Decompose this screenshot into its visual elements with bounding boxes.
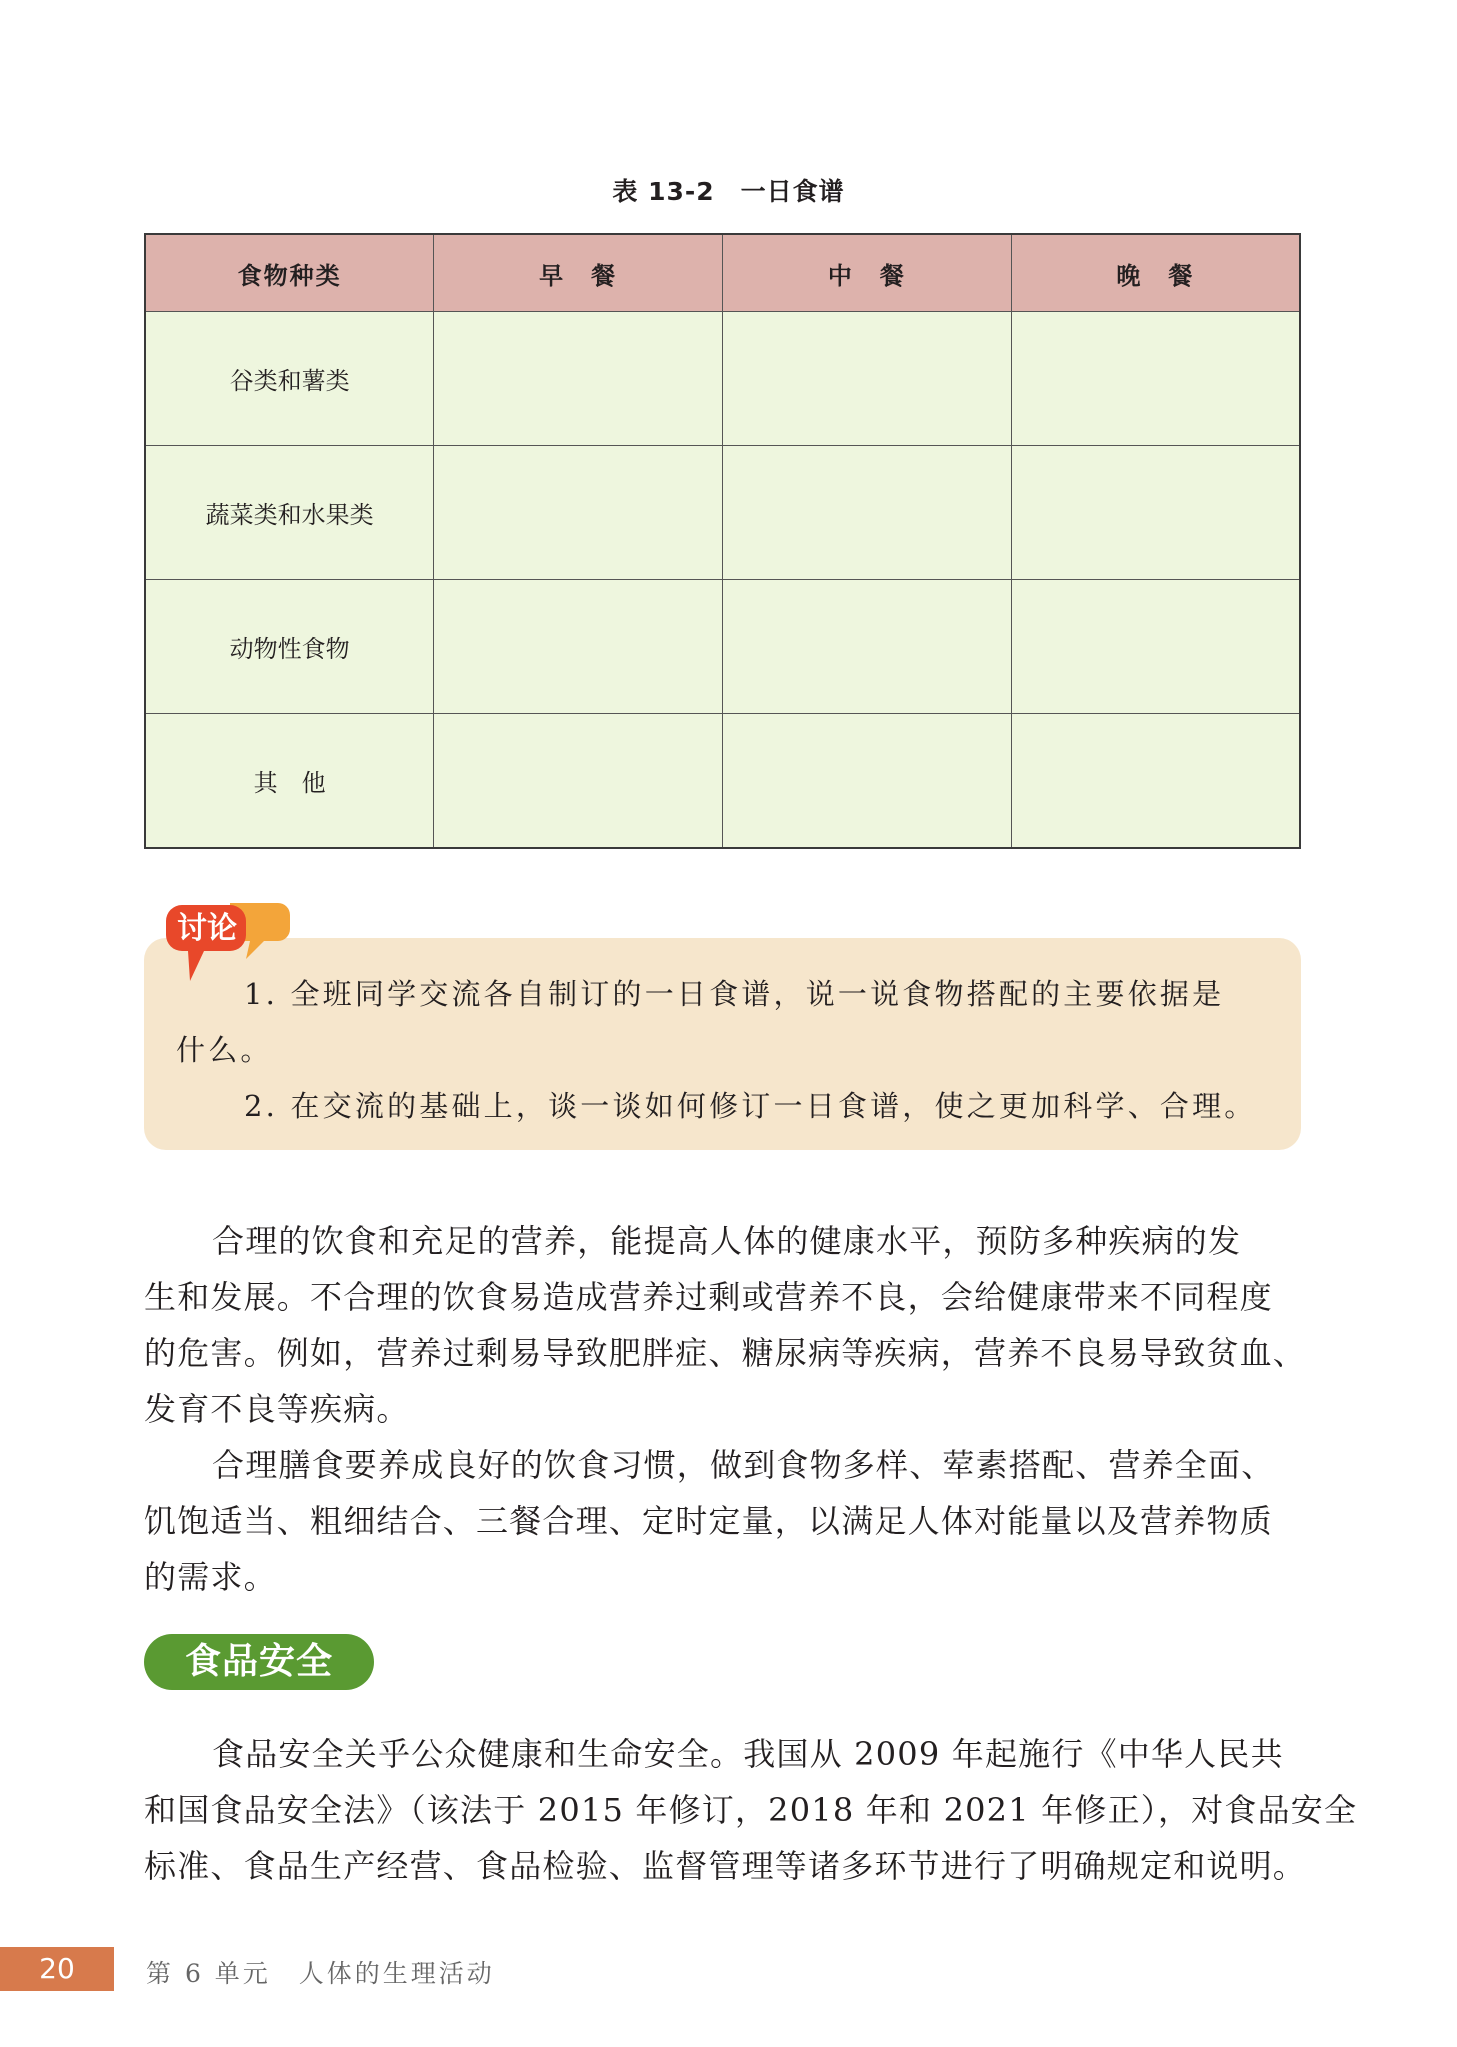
discussion-line-1: 1. 全班同学交流各自制订的一日食谱，说一说食物搭配的主要依据是 xyxy=(244,977,1225,1011)
paragraph-diet-habits xyxy=(144,1437,1304,1605)
discussion-line-2: 什么。 xyxy=(176,1033,273,1067)
table-cell[interactable] xyxy=(1011,312,1300,446)
row-label-other: 其 他 xyxy=(145,714,434,849)
discussion-badge-label: 讨论 xyxy=(177,911,237,946)
section-title-food-safety: 食品安全 xyxy=(144,1634,374,1690)
header-breakfast: 早 餐 xyxy=(434,234,723,312)
table-row xyxy=(145,714,1300,849)
header-food-type: 食物种类 xyxy=(145,234,434,312)
table-cell[interactable] xyxy=(434,312,723,446)
table-cell[interactable] xyxy=(723,312,1012,446)
paragraph-line: 食品安全关乎公众健康和生命安全。我国从 2009 年起施行《中华人民共 xyxy=(212,1735,1284,1773)
page-number: 20 xyxy=(0,1947,114,1991)
paragraph-line: 发育不良等疾病。 xyxy=(144,1390,410,1428)
row-label-vegetables: 蔬菜类和水果类 xyxy=(145,446,434,580)
paragraph-line: 饥饱适当、粗细结合、三餐合理、定时定量，以满足人体对能量以及营养物质 xyxy=(144,1502,1273,1540)
table-caption: 表 13-2 一日食谱 xyxy=(612,177,845,206)
header-dinner: 晚 餐 xyxy=(1011,234,1300,312)
table-cell[interactable] xyxy=(1011,446,1300,580)
table-cell[interactable] xyxy=(1011,714,1300,849)
paragraph-line: 和国食品安全法》（该法于 2015 年修订，2018 年和 2021 年修正），对食品安全 xyxy=(144,1791,1358,1829)
paragraph-food-safety xyxy=(144,1726,1358,1894)
discussion-line-3: 2. 在交流的基础上，谈一谈如何修订一日食谱，使之更加科学、合理。 xyxy=(244,1089,1257,1123)
table-cell[interactable] xyxy=(723,580,1012,714)
table-cell[interactable] xyxy=(434,446,723,580)
table-row xyxy=(145,580,1300,714)
table-cell[interactable] xyxy=(434,580,723,714)
paragraph-line: 合理的饮食和充足的营养，能提高人体的健康水平，预防多种疾病的发 xyxy=(212,1222,1242,1260)
row-label-grains: 谷类和薯类 xyxy=(145,312,434,446)
paragraph-line: 的需求。 xyxy=(144,1558,277,1596)
table-cell[interactable] xyxy=(434,714,723,849)
footer-unit-title: 第 6 单元 人体的生理活动 xyxy=(146,1959,495,1988)
header-lunch: 中 餐 xyxy=(723,234,1012,312)
table-row xyxy=(145,446,1300,580)
table-cell[interactable] xyxy=(723,714,1012,849)
daily-menu-table xyxy=(144,233,1301,849)
paragraph-line: 生和发展。不合理的饮食易造成营养过剩或营养不良，会给健康带来不同程度 xyxy=(144,1278,1273,1316)
paragraph-line: 标准、食品生产经营、食品检验、监督管理等诸多环节进行了明确规定和说明。 xyxy=(144,1847,1307,1885)
paragraph-line: 的危害。例如，营养过剩易导致肥胖症、糖尿病等疾病，营养不良易导致贫血、 xyxy=(144,1334,1307,1372)
paragraph-line: 合理膳食要养成良好的饮食习惯，做到食物多样、荤素搭配、营养全面、 xyxy=(212,1446,1275,1484)
table-header-row xyxy=(145,234,1300,312)
table-cell[interactable] xyxy=(723,446,1012,580)
row-label-animal-food: 动物性食物 xyxy=(145,580,434,714)
table-cell[interactable] xyxy=(1011,580,1300,714)
table-row xyxy=(145,312,1300,446)
paragraph-nutrition xyxy=(144,1213,1307,1437)
